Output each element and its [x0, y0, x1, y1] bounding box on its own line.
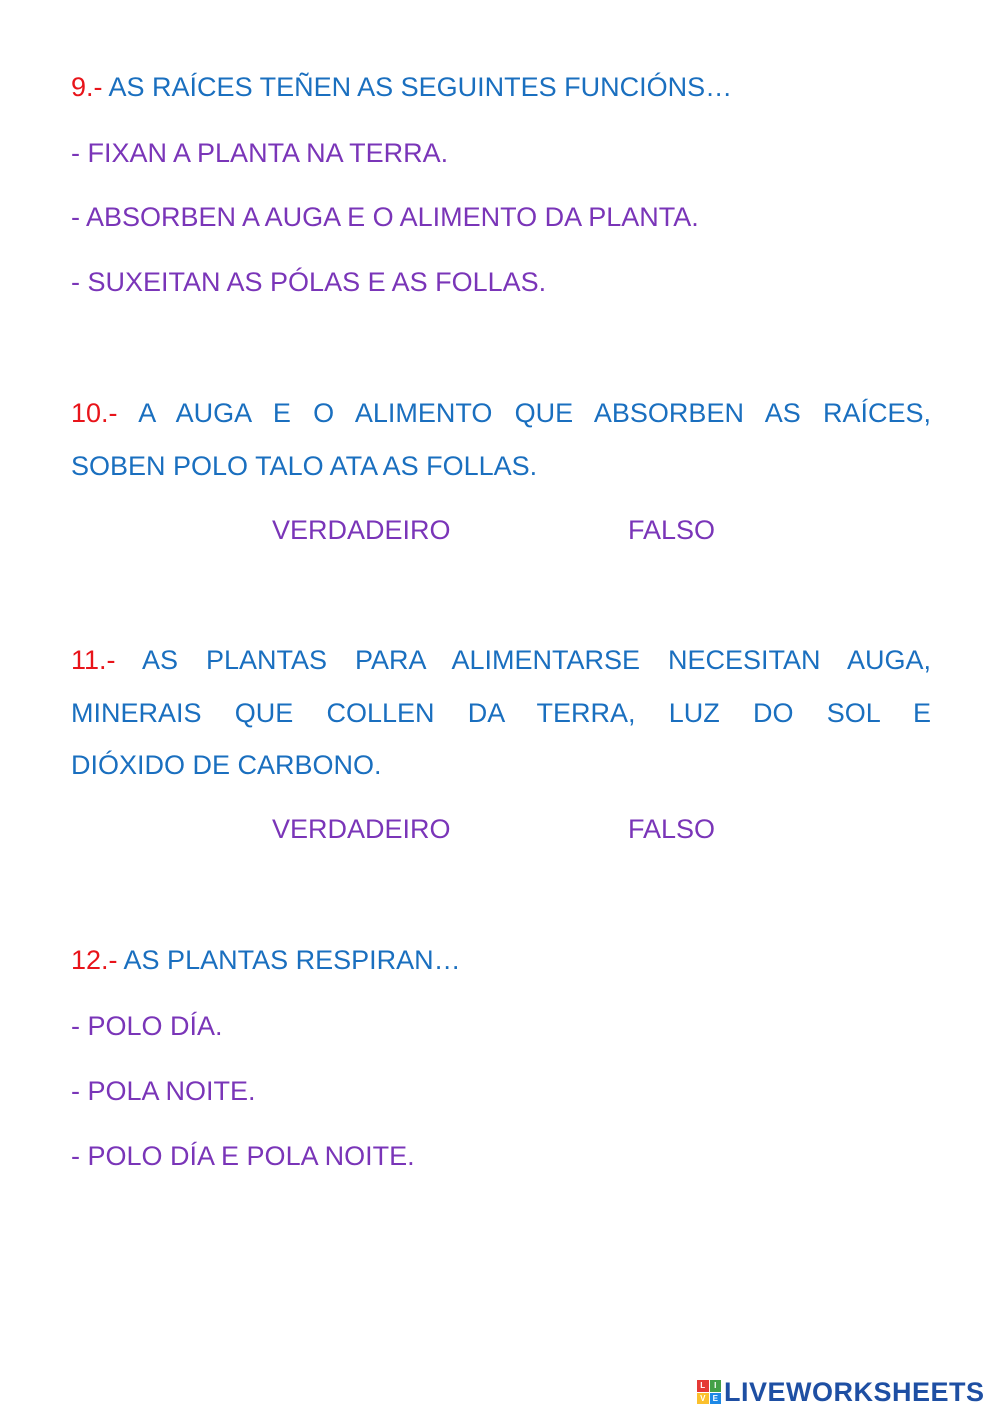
question-10-line-1	[71, 397, 931, 429]
false-option[interactable]: FALSO	[628, 515, 716, 545]
question-11-line-2: MINERAIS QUE COLLEN DA TERRA, LUZ DO SOL E	[71, 698, 931, 728]
question-number: 9.-	[71, 72, 103, 102]
question-text: A AUGA E O ALIMENTO QUE ABSORBEN AS RAÍCES,	[117, 398, 931, 428]
logo-mark-letter: E	[710, 1393, 722, 1405]
question-text: AS PLANTAS PARA ALIMENTARSE NECESITAN AUGA,	[115, 645, 931, 675]
question-11-line-1	[71, 644, 931, 676]
logo-text: LIVEWORKSHEETS	[724, 1376, 985, 1407]
question-number: 11.-	[71, 645, 116, 675]
question-number: 10.-	[71, 398, 118, 428]
logo-mark-icon	[697, 1380, 721, 1404]
question-text: AS PLANTAS RESPIRAN…	[117, 945, 461, 975]
logo-mark-letter: I	[710, 1380, 722, 1392]
logo-mark-letter: V	[697, 1393, 709, 1405]
logo-mark-letter: L	[697, 1380, 709, 1392]
option-item[interactable]: - FIXAN A PLANTA NA TERRA.	[71, 138, 449, 168]
true-option[interactable]: VERDADEIRO	[272, 515, 451, 545]
option-item[interactable]: - POLO DÍA E POLA NOITE.	[71, 1141, 415, 1171]
option-item[interactable]: - SUXEITAN AS PÓLAS E AS FOLLAS.	[71, 267, 547, 297]
true-option[interactable]: VERDADEIRO	[272, 814, 451, 844]
option-item[interactable]: - POLO DÍA.	[71, 1011, 223, 1041]
question-text: AS RAÍCES TEÑEN AS SEGUINTES FUNCIÓNS…	[102, 72, 733, 102]
question-number: 12.-	[71, 945, 118, 975]
question-12	[71, 944, 461, 976]
question-11-line-3: DIÓXIDO DE CARBONO.	[71, 750, 382, 780]
option-item[interactable]: - POLA NOITE.	[71, 1076, 256, 1106]
question-9	[71, 71, 732, 103]
false-option[interactable]: FALSO	[628, 814, 716, 844]
option-item[interactable]: - ABSORBEN A AUGA E O ALIMENTO DA PLANTA.	[71, 202, 699, 232]
question-10-line-2: SOBEN POLO TALO ATA AS FOLLAS.	[71, 451, 538, 481]
liveworksheets-logo	[697, 1377, 985, 1407]
